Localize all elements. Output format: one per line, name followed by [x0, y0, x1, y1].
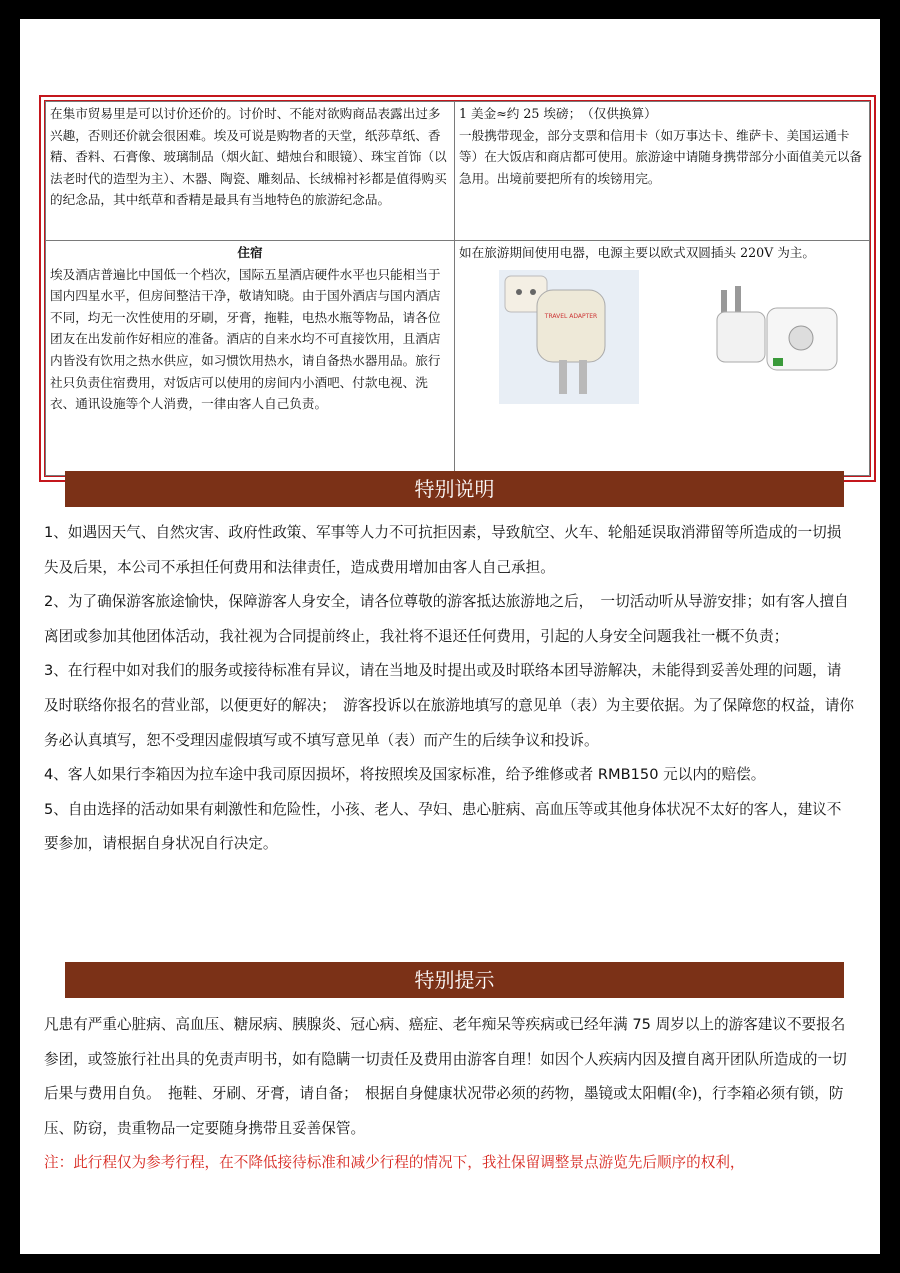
travel-adapter-photo	[499, 270, 639, 404]
special-note-2: 2、为了确保游客旅途愉快，保障游客人身安全，请各位尊敬的游客抵达旅游地之后， 一切活动听从导游安排；如有客人擅自离团或参加其他团体活动，我社视为合同提前终止，我社将不退还任何费用，引起的人身安全问题我社一概不负责；	[44, 593, 849, 645]
power-cell	[455, 241, 870, 476]
special-note-3: 3、在行程中如对我们的服务或接待标准有异议，请在当地及时提出或及时联络本团导游解决，未能得到妥善处理的问题，请及时联络你报名的营业部，以便更好的解决； 游客投诉以在旅游地填写的意见单（表）为主要依据。为了保障您的权益，请你务必认真填写，恕不受理因虚假填写或不填写意见单（表）而产生的后续争议和投诉。	[44, 662, 854, 749]
itinerary-note: 注：此行程仅为参考行程，在不降低接待标准和减少行程的情况下，我社保留调整景点游览先后顺序的权利，	[44, 1154, 745, 1172]
info-table-frame	[39, 95, 876, 482]
currency-rate: 1 美金≈约 25 埃磅； （仅供换算）	[459, 106, 657, 121]
special-notes-banner: 特别说明	[65, 471, 844, 507]
currency-text: 一般携带现金，部分支票和信用卡（如万事达卡、维萨卡、美国运通卡等）在大饭店和商店都可使用。旅游途中请随身携带部分小面值美元以备急用。出境前要把所有的埃镑用完。	[459, 127, 862, 186]
shopping-text: 在集市贸易里是可以讨价还价的。讨价时、不能对欲购商品表露出过多兴趣，否则还价就会很困难。埃及可说是购物者的天堂，纸莎草纸、香精、香料、石膏像、玻璃制品（烟火缸、蜡烛台和眼镜）、珠宝首饰（以法老时代的造型为主）、木器、陶瓷、雕刻品、长绒棉衬衫都是值得购买的纪念品，其中纸草和香精是最具有当地特色的旅游纪念品。	[50, 106, 447, 208]
universal-adapter-photo	[713, 282, 843, 382]
special-tips-text: 凡患有严重心脏病、高血压、糖尿病、胰腺炎、冠心病、癌症、老年痴呆等疾病或已经年满 75 周岁以上的游客建议不要报名参团，或签旅行社出具的免责声明书，如有隐瞒一切责任及费用由游客自理！如因个人疾病内因及擅自离开团队所造成的一切后果与费用自负。 拖鞋、牙刷、牙膏，请自备； 根据自身健康状况带必须的药物，墨镜或太阳帽(伞)，行李箱必须有锁，防压、防窃，贵重物品一定要随身携带且妥善保管。	[44, 1016, 847, 1137]
special-note-5: 5、自由选择的活动如果有刺激性和危险性，小孩、老人、孕妇、患心脏病、高血压等或其他身体状况不太好的客人，建议不要参加，请根据自身状况自行决定。	[44, 800, 842, 853]
lodging-cell	[46, 241, 455, 476]
power-text: 如在旅游期间使用电器，电源主要以欧式双圆插头 220V 为主。	[459, 245, 815, 260]
shopping-cell	[46, 102, 455, 241]
plug-adapter-photos	[459, 270, 865, 410]
info-table-inner-frame	[44, 100, 871, 477]
adapter-label: TRAVEL ADAPTER	[544, 312, 598, 320]
lodging-text: 埃及酒店普遍比中国低一个档次，国际五星酒店硬件水平也只能相当于国内四星水平，但房间整洁干净，敬请知晓。由于国外酒店与国内酒店不同，均无一次性使用的牙刷，牙膏，拖鞋，电热水瓶等物品，请各位团友在出发前作好相应的准备。酒店的自来水均不可直接饮用，且酒店内皆没有饮用之热水供应，如习惯饮用热水，请自备热水器用品。旅行社只负责住宿费用，对饭店可以使用的房间内小酒吧、付款电视、洗衣、通讯设施等个人消费，一律由客人自己负责。	[50, 266, 441, 412]
info-table	[45, 101, 870, 476]
special-tips-section	[44, 1008, 854, 1181]
special-note-4: 4、客人如果行李箱因为拉车途中我司原因损坏，将按照埃及国家标准，给予维修或者 RMB150 元以内的赔偿。	[44, 766, 766, 784]
special-note-1: 1、如遇因天气、自然灾害、政府性政策、军事等人力不可抗拒因素，导致航空、火车、轮船延误取消滞留等所造成的一切损失及后果，本公司不承担任何费用和法律责任，造成费用增加由客人自己承担。	[44, 524, 842, 576]
document-page	[20, 19, 880, 1254]
special-notes-list	[44, 516, 854, 862]
lodging-title: 住宿	[237, 245, 263, 260]
currency-cell	[455, 102, 870, 241]
special-tips-banner: 特别提示	[65, 962, 844, 998]
